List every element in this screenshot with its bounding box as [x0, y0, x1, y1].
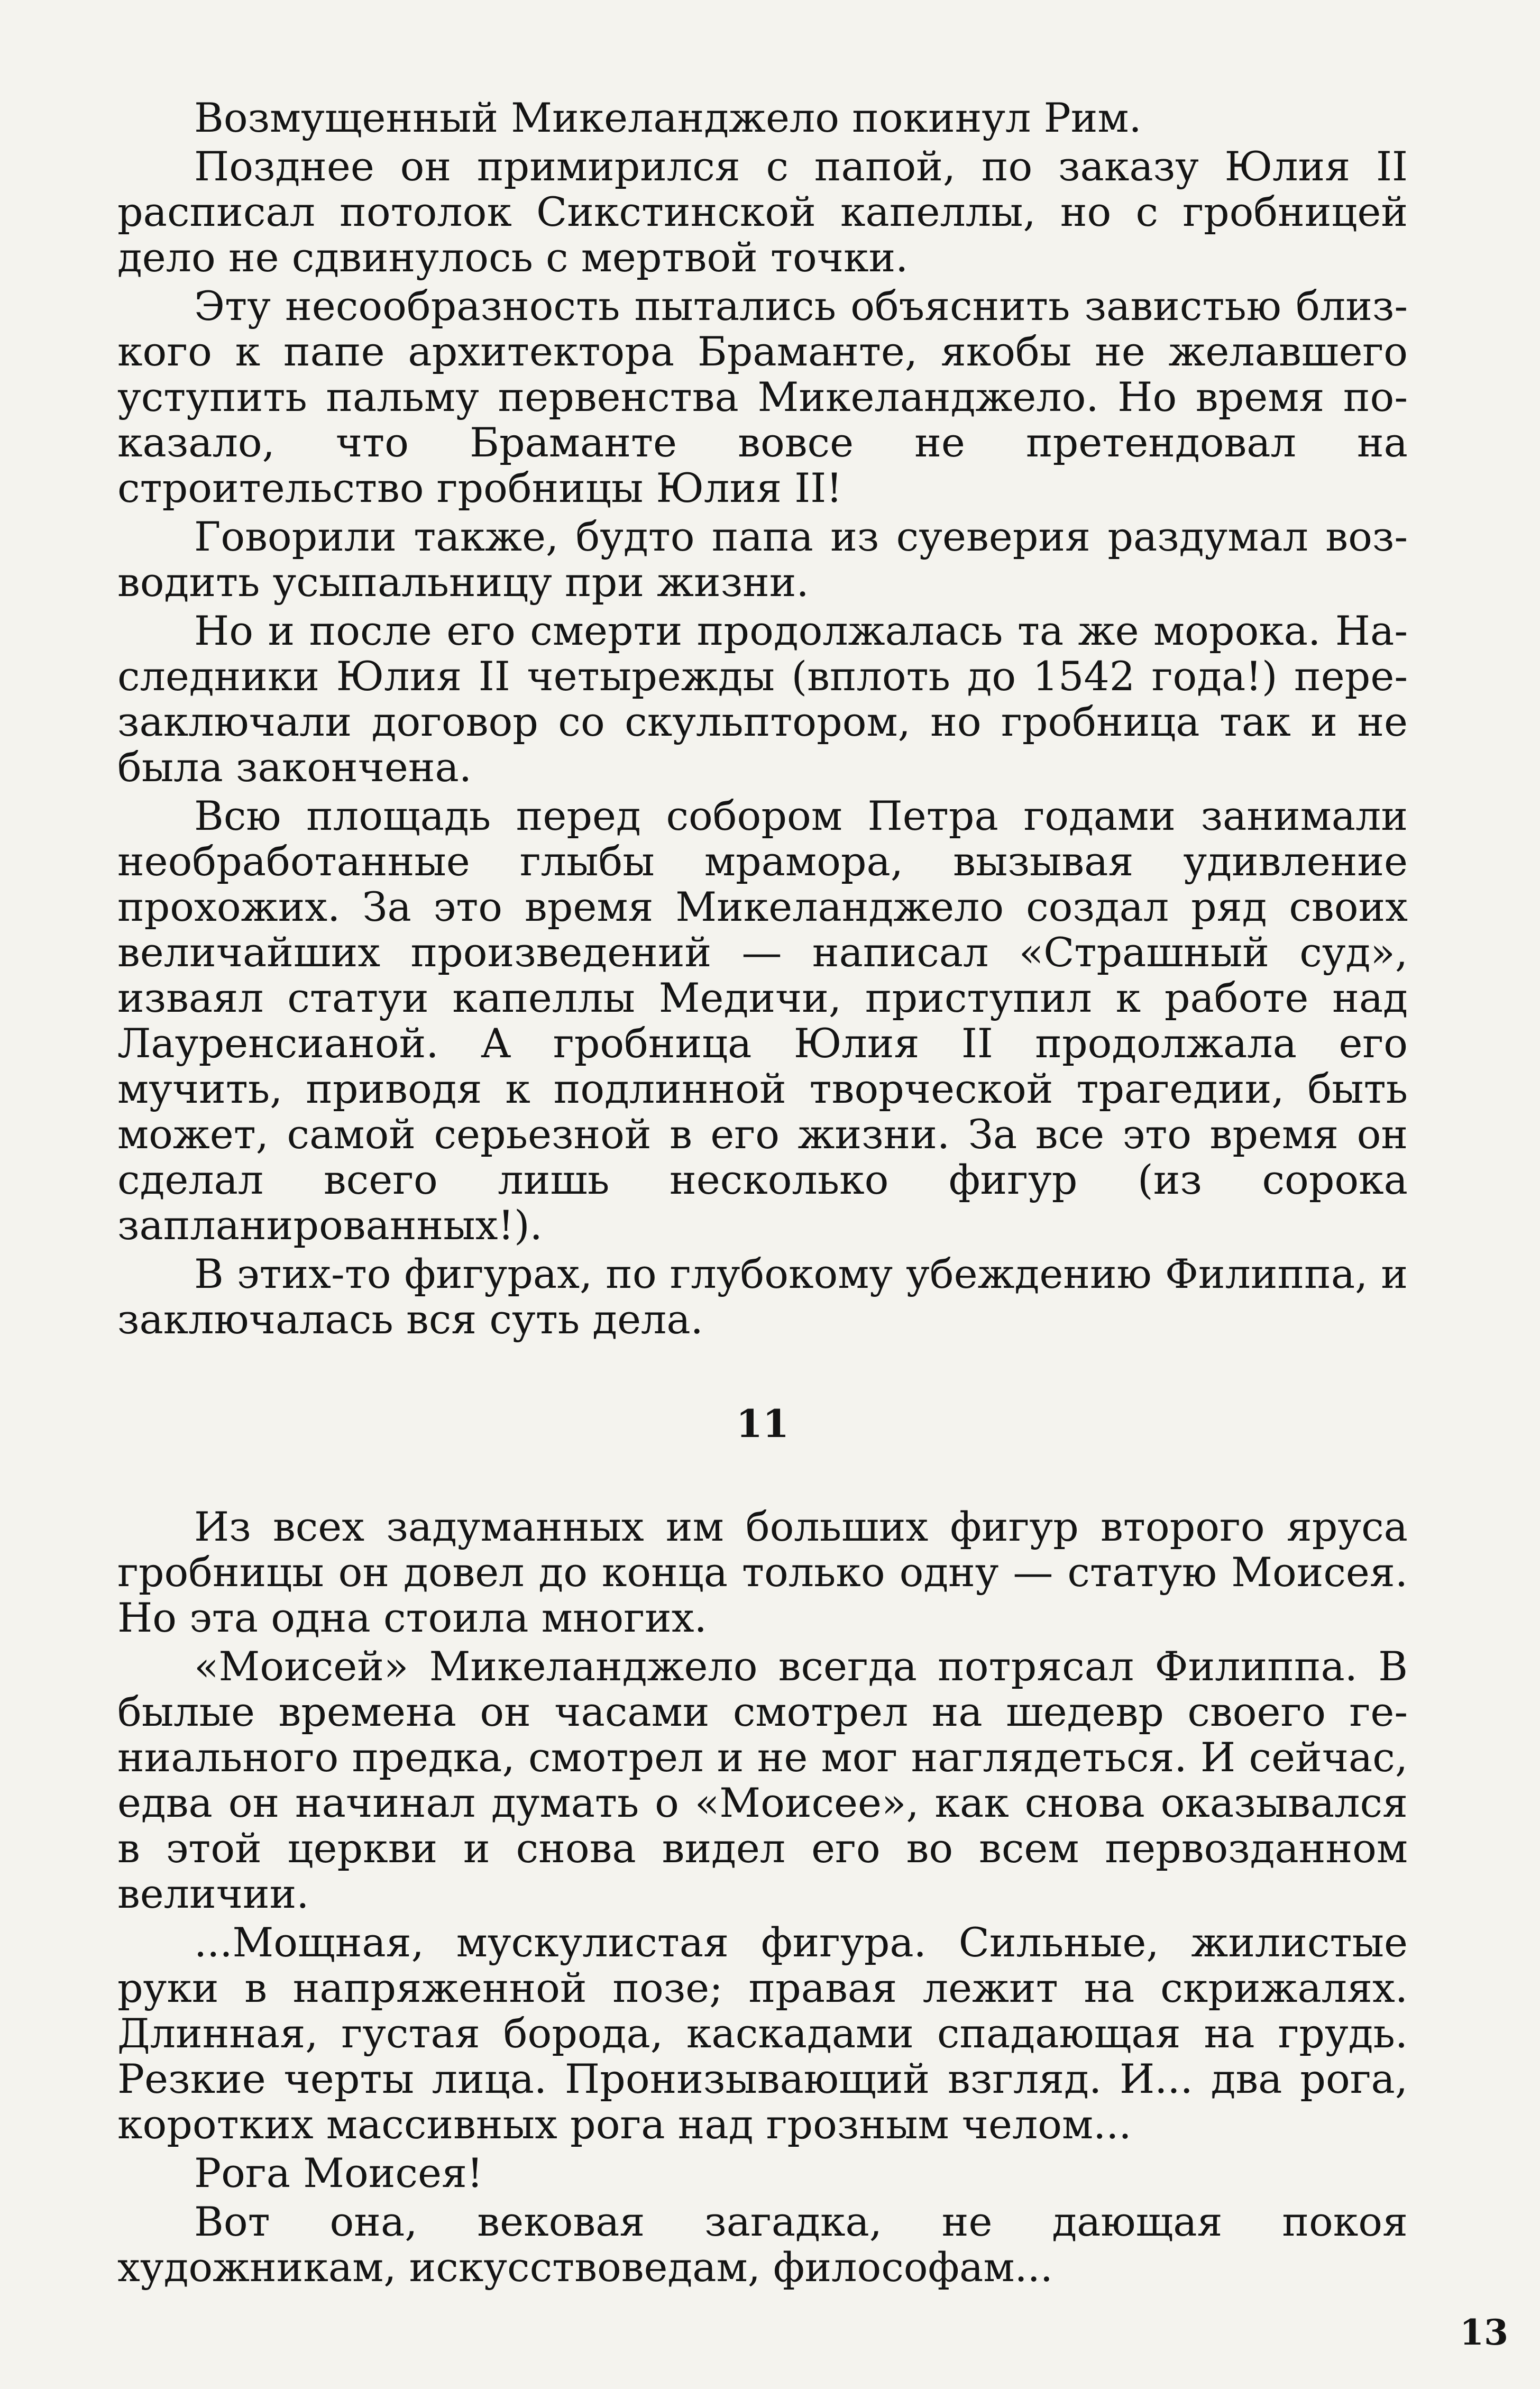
paragraph: Но и после его смерти продолжалась та же морока. Наследники Юлия II четырежды (вплоть до 1542 года!) перезаключали договор со скульптором, но гробница так и не была закончена. — [117, 607, 1408, 791]
paragraph: Возмущенный Микеланджело покинул Рим. — [194, 94, 1142, 141]
paragraph: Из всех задуманных им больших фигур второго яруса гробницы он довел до конца только одну — статую Моисея. Но эта одна стоила многих. — [117, 1503, 1408, 1641]
paragraph: Говорили также, будто папа из суеверия раздумал возводить усыпальницу при жизни. — [117, 513, 1408, 606]
chapter-number: 11 — [736, 1401, 790, 1446]
paragraph: Вот она, вековая загадка, не дающая покоя художникам, искусствоведам, философам... — [117, 2198, 1408, 2291]
paragraph: Всю площадь перед собором Петра годами занимали необработанные глыбы мрамора, вызывая удивление прохожих. За это время Микеланджело создал ряд своих величайших произведений — написал «Страшный суд», изваял статуи капеллы Медичи, приступил к работе над Лауренсианой. А гробница Юлия II продолжала его мучить, приводя к подлинной творческой трагедии, быть может, самой серьезной в его жизни. За все это время он сделал всего лишь несколько фигур (из сорока запланированных!). — [117, 792, 1408, 1249]
text-block-after-chapter — [117, 1504, 1408, 2290]
paragraph: Позднее он примирился с папой, по заказу Юлия II расписал потолок Сикстинской капеллы, но с гробницей дело не сдвинулось с мертвой точки. — [117, 143, 1408, 281]
page-number: 13 — [1460, 2312, 1508, 2353]
paragraph: ...Мощная, мускулистая фигура. Сильные, жилистые руки в напряженной позе; правая лежит на скрижалях. Длинная, густая борода, каскадами спадающая на грудь. Резкие черты лица. Пронизывающий взгляд. И... два рога, коротких массивных рога над грозным челом... — [117, 1919, 1408, 2148]
paragraph: Эту несообразность пытались объяснить завистью близкого к папе архитектора Браманте, якобы не желавшего уступить пальму первенства Микеланджело. Но время показало, что Браманте вовсе не претендовал на строительство гробницы Юлия II! — [117, 282, 1408, 511]
paragraph: Рога Моисея! — [194, 2149, 483, 2196]
paragraph: «Моисей» Микеланджело всегда потрясал Филиппа. В былые времена он часами смотрел на шедевр своего гениального предка, смотрел и не мог наглядеться. И сейчас, едва он начинал думать о «Моисее», как снова оказывался в этой церкви и снова видел его во всем первозданном величии. — [117, 1643, 1408, 1917]
paragraph: В этих-то фигурах, по глубокому убеждению Филиппа, и заключалась вся суть дела. — [117, 1250, 1408, 1343]
book-page — [117, 95, 1408, 2343]
text-block-before-chapter — [117, 95, 1408, 1342]
